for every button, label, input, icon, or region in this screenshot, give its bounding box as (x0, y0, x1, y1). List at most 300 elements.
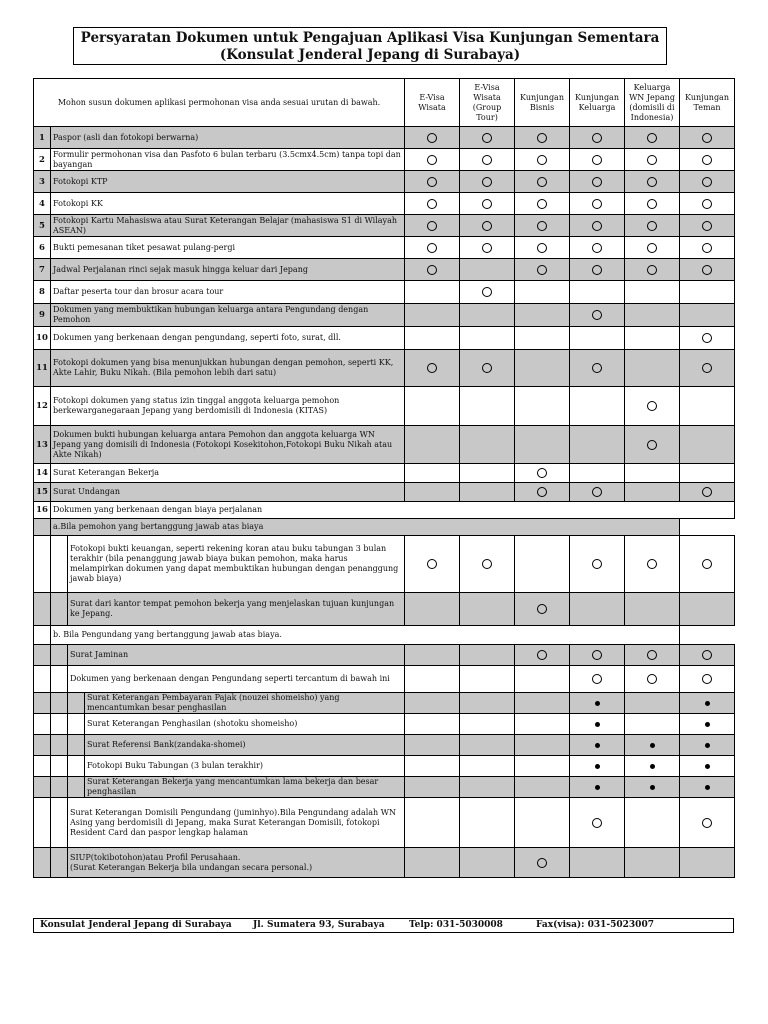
mark-cell (570, 666, 625, 693)
row-number: 5 (34, 215, 51, 237)
mark-cell (680, 464, 735, 483)
required-document-icon (647, 199, 657, 209)
row-number: 13 (34, 426, 51, 464)
table-body (34, 127, 735, 878)
mark-cell (680, 281, 735, 304)
mark-cell (515, 483, 570, 502)
mark-cell (515, 645, 570, 666)
mark-cell (405, 777, 460, 798)
mark-cell (625, 714, 680, 735)
table-row (34, 483, 735, 502)
mark-cell (570, 350, 625, 387)
mark-cell (405, 304, 460, 327)
required-document-icon (702, 363, 712, 373)
required-document-icon (647, 177, 657, 187)
required-document-icon (702, 650, 712, 660)
mark-cell (570, 536, 625, 593)
table-row (34, 259, 735, 281)
mark-cell (680, 327, 735, 350)
required-document-icon (537, 177, 547, 187)
requirement-text: Dokumen bukti hubungan keluarga antara Pemohon dan anggota keluarga WN Jepang yang domisili di Indonesia (Fotokopi Kosekitohon,Fotokopi Buku Nikah atau Akte Nikah) (51, 426, 405, 464)
mark-cell (625, 127, 680, 149)
row-number: 12 (34, 387, 51, 426)
column-header-kunjungan-teman: Kunjungan Teman (680, 79, 735, 127)
mark-cell (570, 127, 625, 149)
mark-cell (680, 645, 735, 666)
mark-cell (625, 237, 680, 259)
required-document-icon (592, 265, 602, 275)
mark-cell (570, 848, 625, 878)
mark-cell (515, 327, 570, 350)
row-number: 7 (34, 259, 51, 281)
required-document-icon (592, 243, 602, 253)
table-row (34, 387, 735, 426)
mark-cell (460, 693, 515, 714)
mark-cell (515, 237, 570, 259)
required-document-icon (702, 133, 712, 143)
row-number: 15 (34, 483, 51, 502)
table-row (34, 666, 735, 693)
document-title (73, 27, 667, 65)
mark-cell (515, 666, 570, 693)
mark-cell (515, 350, 570, 387)
mark-cell (405, 215, 460, 237)
row-number: 11 (34, 350, 51, 387)
required-document-icon (537, 199, 547, 209)
mark-cell (625, 593, 680, 626)
mark-cell (680, 693, 735, 714)
table-row (34, 193, 735, 215)
sub-required-bullet-icon (705, 743, 710, 748)
mark-cell (460, 215, 515, 237)
mark-cell (680, 171, 735, 193)
mark-cell (515, 149, 570, 171)
mark-cell (680, 714, 735, 735)
row-number: 6 (34, 237, 51, 259)
mark-cell (460, 281, 515, 304)
requirement-text: Surat Keterangan Bekerja yang mencantumkan lama bekerja dan besar penghasilan (85, 777, 405, 798)
mark-cell (680, 149, 735, 171)
required-document-icon (647, 133, 657, 143)
indent-cell (68, 756, 85, 777)
mark-cell (460, 777, 515, 798)
required-document-icon (702, 265, 712, 275)
row-number: 9 (34, 304, 51, 327)
mark-cell (680, 127, 735, 149)
footer-office: Konsulat Jenderal Jepang di Surabaya (40, 920, 232, 930)
table-row (34, 350, 735, 387)
requirement-text: Fotokopi dokumen yang bisa menunjukkan hubungan dengan pemohon, seperti KK, Akte Lahir, Buku Nikah. (Bila pemohon lebih dari satu) (51, 350, 405, 387)
mark-cell (625, 304, 680, 327)
requirement-text: Surat dari kantor tempat pemohon bekerja yang menjelaskan tujuan kunjungan ke Jepang. (68, 593, 405, 626)
table-row (34, 777, 735, 798)
requirement-text: Fotokopi KK (51, 193, 405, 215)
mark-cell (570, 777, 625, 798)
required-document-icon (482, 287, 492, 297)
table-header-row (34, 79, 735, 127)
indent-cell (34, 626, 51, 645)
mark-cell (625, 693, 680, 714)
required-document-icon (702, 333, 712, 343)
table-row (34, 149, 735, 171)
requirement-text: Daftar peserta tour dan brosur acara tour (51, 281, 405, 304)
mark-cell (460, 536, 515, 593)
indent-cell (68, 735, 85, 756)
column-header-kunjungan-keluarga: Kunjungan Keluarga (570, 79, 625, 127)
mark-cell (460, 848, 515, 878)
required-document-icon (592, 363, 602, 373)
section-heading: Dokumen yang berkenaan dengan biaya perjalanan (51, 502, 735, 519)
indent-cell (34, 798, 51, 848)
mark-cell (460, 193, 515, 215)
requirements-table (33, 78, 735, 878)
sub-required-bullet-icon (595, 722, 600, 727)
table-row (34, 735, 735, 756)
sub-required-bullet-icon (705, 785, 710, 790)
mark-cell (625, 666, 680, 693)
row-number: 10 (34, 327, 51, 350)
mark-cell (515, 714, 570, 735)
mark-cell (625, 327, 680, 350)
mark-cell (405, 645, 460, 666)
sub-required-bullet-icon (650, 764, 655, 769)
mark-cell (460, 666, 515, 693)
requirement-text: Paspor (asli dan fotokopi berwarna) (51, 127, 405, 149)
mark-cell (570, 426, 625, 464)
requirement-text: SIUP(tokibotohon)atau Profil Perusahaan. (Surat Keterangan Bekerja bila undangan secara personal.) (68, 848, 405, 878)
indent-cell (51, 645, 68, 666)
table-row (34, 519, 735, 536)
requirement-text: Surat Referensi Bank(zandaka-shomei) (85, 735, 405, 756)
mark-cell (515, 848, 570, 878)
mark-cell (680, 350, 735, 387)
mark-cell (405, 693, 460, 714)
table-row (34, 327, 735, 350)
required-document-icon (702, 559, 712, 569)
mark-cell (570, 193, 625, 215)
mark-cell (405, 281, 460, 304)
table-row (34, 127, 735, 149)
required-document-icon (592, 818, 602, 828)
mark-cell (625, 536, 680, 593)
mark-cell (625, 171, 680, 193)
mark-cell (570, 259, 625, 281)
mark-cell (625, 350, 680, 387)
mark-cell (570, 645, 625, 666)
indent-cell (34, 848, 51, 878)
mark-cell (515, 281, 570, 304)
required-document-icon (482, 199, 492, 209)
table-row (34, 215, 735, 237)
mark-cell (405, 259, 460, 281)
required-document-icon (592, 487, 602, 497)
column-header-keluarga-wn-jepang: Keluarga WN Jepang (domisili di Indonesia) (625, 79, 680, 127)
mark-cell (405, 149, 460, 171)
required-document-icon (427, 221, 437, 231)
mark-cell (515, 193, 570, 215)
row-number: 14 (34, 464, 51, 483)
requirement-text: Dokumen yang berkenaan dengan pengundang, seperti foto, surat, dll. (51, 327, 405, 350)
required-document-icon (537, 487, 547, 497)
required-document-icon (702, 221, 712, 231)
required-document-icon (702, 155, 712, 165)
requirement-text: Surat Keterangan Penghasilan (shotoku shomeisho) (85, 714, 405, 735)
required-document-icon (592, 221, 602, 231)
mark-cell (405, 848, 460, 878)
indent-cell (34, 735, 51, 756)
required-document-icon (592, 310, 602, 320)
mark-cell (515, 536, 570, 593)
mark-cell (460, 327, 515, 350)
mark-cell (570, 483, 625, 502)
table-row (34, 798, 735, 848)
mark-cell (405, 350, 460, 387)
required-document-icon (427, 363, 437, 373)
sub-required-bullet-icon (650, 743, 655, 748)
mark-cell (680, 848, 735, 878)
requirement-text: Formulir permohonan visa dan Pasfoto 6 bulan terbaru (3.5cmx4.5cm) tanpa topi dan bayangan (51, 149, 405, 171)
mark-cell (405, 127, 460, 149)
mark-cell (515, 127, 570, 149)
required-document-icon (647, 401, 657, 411)
mark-cell (515, 756, 570, 777)
mark-cell (625, 149, 680, 171)
required-document-icon (702, 199, 712, 209)
required-document-icon (647, 221, 657, 231)
mark-cell (405, 798, 460, 848)
required-document-icon (537, 604, 547, 614)
mark-cell (515, 426, 570, 464)
indent-cell (51, 536, 68, 593)
sub-required-bullet-icon (705, 701, 710, 706)
indent-cell (34, 645, 51, 666)
requirement-text: Surat Jaminan (68, 645, 405, 666)
required-document-icon (592, 650, 602, 660)
required-document-icon (482, 155, 492, 165)
mark-cell (570, 798, 625, 848)
table-intro: Mohon susun dokumen aplikasi permohonan visa anda sesuai urutan di bawah. (34, 79, 405, 127)
mark-cell (570, 735, 625, 756)
mark-cell (570, 237, 625, 259)
sub-required-bullet-icon (705, 722, 710, 727)
mark-cell (460, 387, 515, 426)
mark-cell (680, 483, 735, 502)
required-document-icon (427, 199, 437, 209)
mark-cell (405, 387, 460, 426)
mark-cell (515, 259, 570, 281)
mark-cell (460, 593, 515, 626)
mark-cell (625, 483, 680, 502)
footer-fax: Fax(visa): 031-5023007 (536, 920, 654, 930)
indent-cell (34, 777, 51, 798)
row-number: 2 (34, 149, 51, 171)
indent-cell (51, 714, 68, 735)
mark-cell (680, 304, 735, 327)
required-document-icon (482, 243, 492, 253)
mark-cell (570, 756, 625, 777)
requirement-text: Fotokopi Buku Tabungan (3 bulan terakhir) (85, 756, 405, 777)
indent-cell (68, 777, 85, 798)
row-number: 3 (34, 171, 51, 193)
mark-cell (405, 735, 460, 756)
indent-cell (51, 666, 68, 693)
mark-cell (680, 193, 735, 215)
indent-cell (34, 519, 51, 536)
requirement-text: Dokumen yang membuktikan hubungan keluarga antara Pengundang dengan Pemohon (51, 304, 405, 327)
indent-cell (51, 693, 68, 714)
mark-cell (405, 536, 460, 593)
required-document-icon (647, 559, 657, 569)
mark-cell (570, 215, 625, 237)
required-document-icon (702, 674, 712, 684)
mark-cell (515, 171, 570, 193)
mark-cell (405, 593, 460, 626)
mark-cell (625, 259, 680, 281)
indent-cell (68, 714, 85, 735)
mark-cell (460, 304, 515, 327)
row-number: 4 (34, 193, 51, 215)
mark-cell (680, 387, 735, 426)
mark-cell (460, 798, 515, 848)
mark-cell (570, 304, 625, 327)
indent-cell (51, 756, 68, 777)
required-document-icon (702, 818, 712, 828)
requirement-text: Surat Undangan (51, 483, 405, 502)
table-row (34, 171, 735, 193)
required-document-icon (427, 559, 437, 569)
required-document-icon (592, 199, 602, 209)
required-document-icon (427, 265, 437, 275)
mark-cell (405, 237, 460, 259)
mark-cell (460, 350, 515, 387)
table-row (34, 536, 735, 593)
mark-cell (515, 735, 570, 756)
mark-cell (405, 714, 460, 735)
mark-cell (625, 777, 680, 798)
required-document-icon (482, 221, 492, 231)
mark-cell (405, 426, 460, 464)
required-document-icon (647, 650, 657, 660)
indent-cell (34, 756, 51, 777)
required-document-icon (702, 487, 712, 497)
mark-cell (405, 171, 460, 193)
requirement-text: Surat Keterangan Pembayaran Pajak (nouzei shomeisho) yang mencantumkan besar penghasilan (85, 693, 405, 714)
mark-cell (680, 798, 735, 848)
required-document-icon (647, 440, 657, 450)
required-document-icon (647, 674, 657, 684)
mark-cell (460, 127, 515, 149)
mark-cell (625, 735, 680, 756)
mark-cell (460, 464, 515, 483)
requirement-text: Dokumen yang berkenaan dengan Pengundang seperti tercantum di bawah ini (68, 666, 405, 693)
mark-cell (680, 756, 735, 777)
sub-required-bullet-icon (650, 785, 655, 790)
mark-cell (625, 756, 680, 777)
mark-cell (680, 259, 735, 281)
mark-cell (570, 693, 625, 714)
table-row (34, 756, 735, 777)
required-document-icon (702, 243, 712, 253)
footer (33, 918, 734, 933)
mark-cell (515, 777, 570, 798)
mark-cell (515, 593, 570, 626)
mark-cell (460, 149, 515, 171)
footer-address: Jl. Sumatera 93, Surabaya (253, 920, 385, 930)
required-document-icon (537, 243, 547, 253)
indent-cell (34, 693, 51, 714)
table-row (34, 645, 735, 666)
required-document-icon (427, 155, 437, 165)
sub-required-bullet-icon (595, 701, 600, 706)
mark-cell (515, 798, 570, 848)
required-document-icon (592, 133, 602, 143)
requirement-text: Surat Keterangan Domisili Pengundang (juminhyo).Bila Pengundang adalah WN Asing yang berdomisili di Jepang, maka Surat Keterangan Domisili, fotokopi Resident Card dan paspor lengkap halaman (68, 798, 405, 848)
mark-cell (405, 666, 460, 693)
mark-cell (680, 237, 735, 259)
requirement-text: Fotokopi KTP (51, 171, 405, 193)
indent-cell (34, 666, 51, 693)
row-number: 1 (34, 127, 51, 149)
required-document-icon (537, 468, 547, 478)
column-header-evisa-group-tour: E-Visa Wisata (Group Tour) (460, 79, 515, 127)
sub-required-bullet-icon (595, 785, 600, 790)
footer-phone: Telp: 031-5030008 (409, 920, 503, 930)
mark-cell (625, 387, 680, 426)
mark-cell (515, 693, 570, 714)
required-document-icon (482, 133, 492, 143)
mark-cell (625, 798, 680, 848)
column-header-kunjungan-bisnis: Kunjungan Bisnis (515, 79, 570, 127)
mark-cell (570, 593, 625, 626)
required-document-icon (592, 155, 602, 165)
mark-cell (570, 387, 625, 426)
required-document-icon (537, 858, 547, 868)
mark-cell (460, 714, 515, 735)
indent-cell (68, 693, 85, 714)
required-document-icon (537, 650, 547, 660)
required-document-icon (537, 155, 547, 165)
column-header-evisa-wisata: E-Visa Wisata (405, 79, 460, 127)
mark-cell (460, 259, 515, 281)
requirement-text: Jadwal Perjalanan rinci sejak masuk hingga keluar dari Jepang (51, 259, 405, 281)
sub-required-bullet-icon (705, 764, 710, 769)
required-document-icon (592, 674, 602, 684)
mark-cell (515, 387, 570, 426)
mark-cell (405, 483, 460, 502)
mark-cell (625, 215, 680, 237)
required-document-icon (537, 133, 547, 143)
required-document-icon (482, 363, 492, 373)
sub-required-bullet-icon (595, 743, 600, 748)
table-row (34, 714, 735, 735)
table-row (34, 626, 735, 645)
mark-cell (460, 171, 515, 193)
mark-cell (570, 464, 625, 483)
requirement-text: Bukti pemesanan tiket pesawat pulang-pergi (51, 237, 405, 259)
mark-cell (625, 426, 680, 464)
required-document-icon (647, 265, 657, 275)
mark-cell (405, 464, 460, 483)
mark-cell (570, 149, 625, 171)
indent-cell (51, 848, 68, 878)
mark-cell (515, 304, 570, 327)
table-row (34, 593, 735, 626)
mark-cell (680, 593, 735, 626)
mark-cell (570, 714, 625, 735)
mark-cell (570, 171, 625, 193)
required-document-icon (427, 133, 437, 143)
mark-cell (460, 756, 515, 777)
